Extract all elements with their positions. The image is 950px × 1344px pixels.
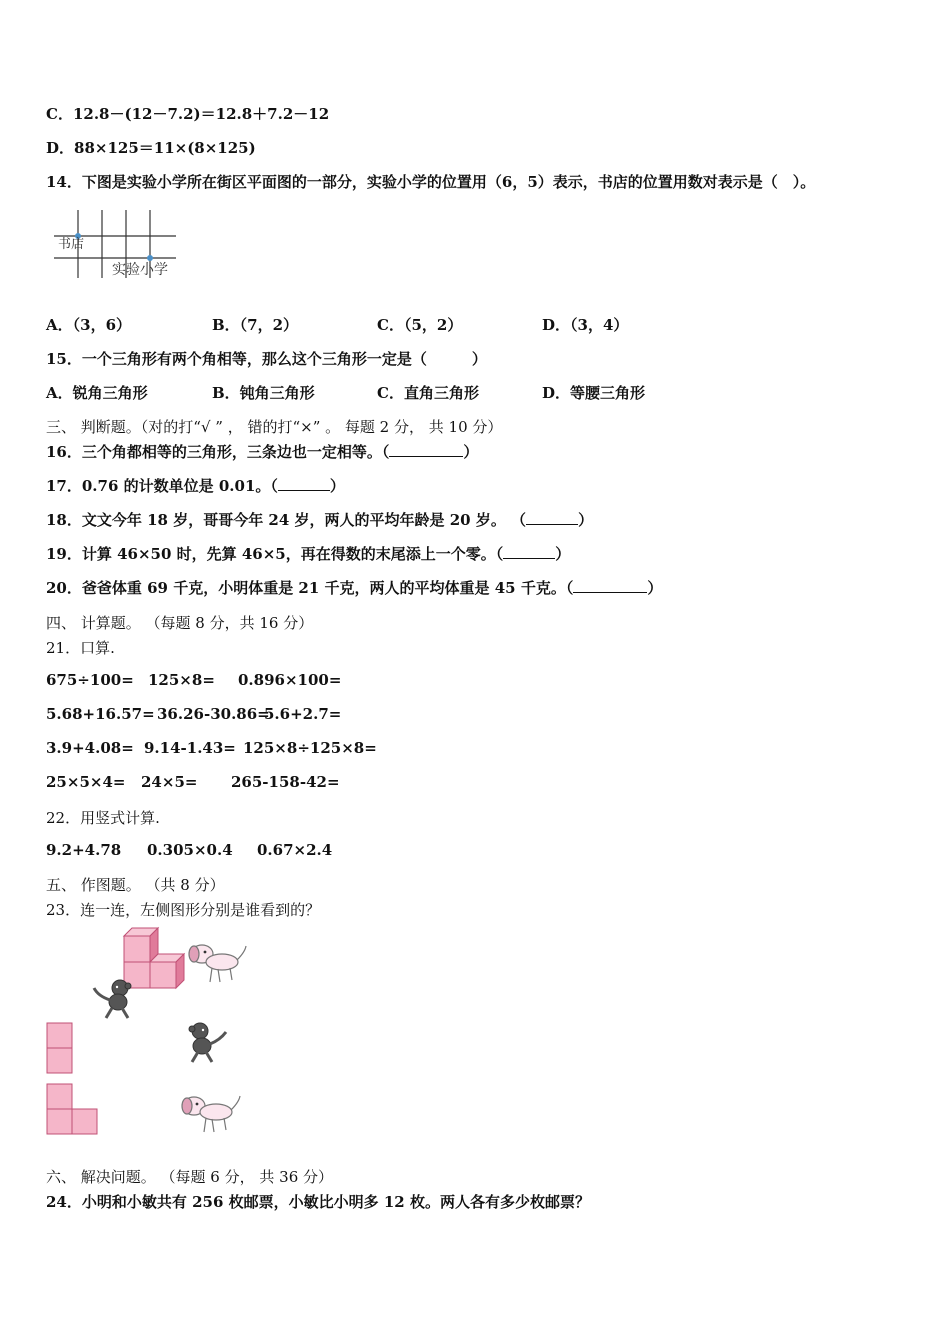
- question-19-text: 19．计算 46×50 时，先算 46×5，再在得数的末尾添上一个零。（: [46, 545, 504, 563]
- calc-item: 0.896×100=: [238, 671, 342, 689]
- question-20-end: ）: [647, 579, 663, 597]
- q14-option-b: B．（7，2）: [212, 316, 299, 334]
- calc-item: 265-158-42=: [231, 773, 340, 791]
- calc-item: 36.26-30.86=: [157, 705, 270, 723]
- answer-blank: [503, 544, 555, 559]
- map-label-school: 实验小学: [112, 262, 168, 278]
- question-14: 14．下图是实验小学所在街区平面图的一部分，实验小学的位置用（6，5）表示，书店的位置用数对表示是（ ）。: [46, 173, 816, 191]
- question-16-text: 16．三个角都相等的三角形，三条边也一定相等。（: [46, 443, 390, 461]
- question-22-title: 22．用竖式计算.: [46, 809, 160, 827]
- question-19: [46, 543, 570, 564]
- map-label-bookstore: 书店: [58, 237, 85, 252]
- q14-option-d: D．（3，4）: [542, 316, 629, 334]
- section-4-heading: 四、 计算题。 （每题 8 分，共 16 分）: [46, 614, 314, 632]
- calc-item: 125×8=: [148, 671, 215, 689]
- question-16: [46, 441, 478, 462]
- q15-option-a: A．锐角三角形: [46, 384, 148, 402]
- calc-item: 125×8÷125×8=: [243, 739, 377, 757]
- answer-blank: [389, 442, 463, 457]
- section-5-heading: 五、 作图题。 （共 8 分）: [46, 876, 225, 894]
- section-6-heading: 六、 解决问题。 （每题 6 分， 共 36 分）: [46, 1168, 334, 1186]
- answer-blank: [573, 578, 647, 593]
- vertical-calc-item: 9.2+4.78: [46, 841, 122, 859]
- question-21-title: 21．口算.: [46, 639, 115, 657]
- vertical-calc-item: 0.67×2.4: [257, 841, 333, 859]
- school-dot: [147, 255, 153, 261]
- view-shape-tall: [46, 1022, 74, 1076]
- answer-blank: [278, 476, 330, 491]
- question-19-end: ）: [555, 545, 571, 563]
- calc-item: 25×5×4=: [46, 773, 126, 791]
- calc-item: 3.9+4.08=: [46, 739, 134, 757]
- q15-option-d: D．等腰三角形: [542, 384, 646, 402]
- dog-icon: [180, 1090, 242, 1136]
- q14-option-a: A．（3，6）: [46, 316, 132, 334]
- question-16-end: ）: [463, 443, 479, 461]
- q15-option-c: C．直角三角形: [377, 384, 479, 402]
- calc-item: 24×5=: [141, 773, 198, 791]
- question-17: [46, 475, 345, 496]
- question-20-text: 20．爸爸体重 69 千克，小明体重是 21 千克，两人的平均体重是 45 千克。（: [46, 579, 574, 597]
- answer-blank: [526, 510, 578, 525]
- vertical-calc-item: 0.305×0.4: [147, 841, 233, 859]
- monkey-icon: [92, 978, 136, 1020]
- question-23: 23．连一连，左侧图形分别是谁看到的？: [46, 901, 321, 919]
- view-shape-l: [46, 1083, 100, 1137]
- street-map-figure: [50, 208, 200, 283]
- monkey-icon: [182, 1020, 228, 1064]
- question-18-end: ）: [578, 511, 594, 529]
- question-17-end: ）: [329, 477, 345, 495]
- q15-option-b: B．钝角三角形: [212, 384, 315, 402]
- q14-option-c: C．（5，2）: [377, 316, 463, 334]
- question-18: [46, 509, 593, 530]
- calc-item: 9.14-1.43=: [144, 739, 236, 757]
- dog-icon: [188, 940, 248, 986]
- calc-item: 675÷100=: [46, 671, 134, 689]
- option-c-prev: C．12.8－(12－7.2)＝12.8＋7.2－12: [46, 105, 330, 123]
- question-18-text: 18．文文今年 18 岁，哥哥今年 24 岁，两人的平均年龄是 20 岁。 （: [46, 511, 527, 529]
- calc-item: 5.68+16.57=: [46, 705, 155, 723]
- calc-item: 5.6+2.7=: [264, 705, 342, 723]
- section-3-heading: 三、 判断题。（对的打“√ ” ， 错的打“×” 。 每题 2 分， 共 10 分）: [46, 418, 503, 436]
- question-17-text: 17．0.76 的计数单位是 0.01。（: [46, 477, 278, 495]
- option-d-prev: D．88×125＝11×(8×125): [46, 139, 256, 157]
- question-24: 24．小明和小敏共有 256 枚邮票，小敏比小明多 12 枚。两人各有多少枚邮票？: [46, 1193, 590, 1211]
- question-20: [46, 577, 662, 598]
- question-15: 15．一个三角形有两个角相等，那么这个三角形一定是（ ）: [46, 350, 487, 368]
